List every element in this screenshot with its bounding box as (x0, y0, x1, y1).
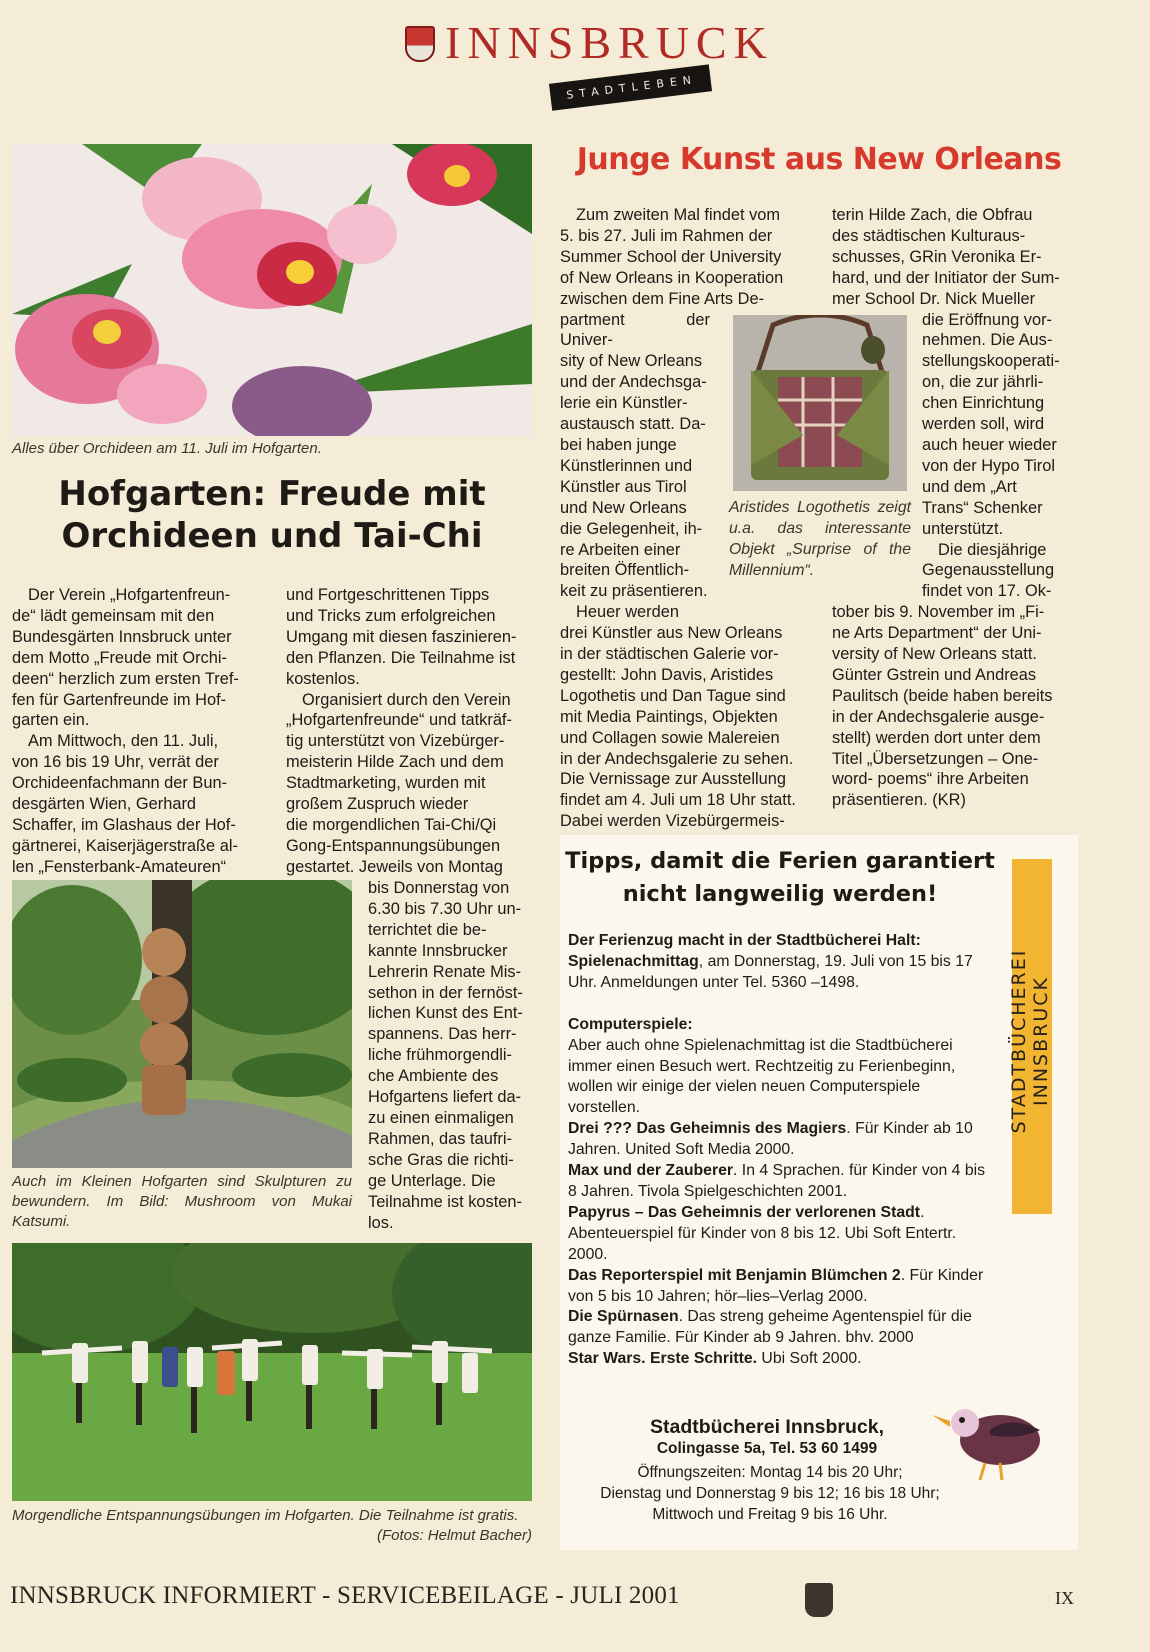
footer-publication: INNSBRUCK INFORMIERT - SERVICEBEILAGE - JULI 2001 (10, 1582, 680, 1609)
taichi-caption-text: Morgendliche Entspannungsübungen im Hofgarten. Die Teilnahme ist gratis. (12, 1507, 519, 1524)
computerspiele-heading: Computerspiele: (568, 1015, 693, 1033)
text-line: Künstlerinnen und (560, 456, 693, 475)
text-line: Heuer werden (576, 603, 679, 622)
spielenachmittag-paragraph (568, 952, 988, 994)
text-line: Dabei werden Vizebürgermeis- (560, 812, 785, 831)
text-line: „Hofgartenfreunde“ und tatkräf- (286, 711, 512, 730)
orchid-image (12, 144, 532, 436)
text-line: de“ lädt gemeinsam mit den (12, 606, 215, 625)
text-line: stellungskooperati- (922, 352, 1060, 371)
text-line: den Pflanzen. Die Teilnahme ist (286, 648, 516, 667)
text-line: unterstützt. (922, 519, 1004, 538)
text-line: Künstler aus Tirol (560, 477, 687, 496)
sculpture-caption: Auch im Kleinen Hofgarten sind Skulpturen zu bewundern. Im Bild: Mushroom von Mukai Katsumi. (12, 1173, 352, 1230)
text-line: in der Andechsgalerie zu sehen. (560, 749, 794, 768)
text-line: ge Unterlage. Die (368, 1171, 496, 1190)
left-headline-line1: Hofgarten: Freude mit (58, 474, 486, 514)
text-line: die morgendlichen Tai-Chi/Qi (286, 815, 497, 834)
game-desc: . Für Kinder von 5 bis 10 Jahren; hör–lies–Verlag 2000. (568, 1266, 984, 1305)
text-line: zwischen dem Fine Arts De- (560, 289, 765, 308)
text-line: Die diesjährige (938, 540, 1047, 559)
text-line: breiten Öffentlich- (560, 561, 690, 580)
tipps-box (560, 835, 1078, 1550)
text-line: Gegenausstellung (922, 561, 1055, 580)
game-title: Max und der Zauberer (568, 1162, 734, 1180)
text-line: präsentieren. (KR) (832, 791, 966, 810)
text-line: zu einen einmaligen (368, 1108, 514, 1127)
text-line: Hofgartens liefert da- (368, 1088, 522, 1107)
library-side-banner-text: STADTBÜCHEREI INNSBRUCK (1008, 948, 1052, 1134)
spielenachmittag-title: Spielenachmittag (568, 952, 699, 970)
text-line: in der Andechsgalerie ausge- (832, 707, 1045, 726)
text-line: und der Andechsga- (560, 373, 707, 392)
game-desc: . Das streng geheime Agentenspiel für die ganze Familie. Für Kinder ab 9 Jahren. bhv. 2000 (568, 1308, 972, 1347)
game-desc: . In 4 Sprachen. für Kinder von 4 bis 8 Jahren. Tivola Spielgeschichten 2001. (568, 1162, 986, 1200)
game-title: Star Wars. Erste Schritte. (568, 1350, 758, 1368)
library-side-banner (1008, 859, 1052, 1214)
page-number: IX (1055, 1588, 1074, 1608)
text-line: on, die zur jährli- (922, 373, 1044, 392)
masthead-tag: STADTLEBEN (549, 64, 712, 110)
text-line: Teilnahme ist kosten- (368, 1192, 522, 1211)
text-line: Die Vernissage zur Ausstellung (560, 770, 786, 789)
text-line: Der Verein „Hofgartenfreun- (28, 586, 231, 604)
text-line: Rahmen, das taufri- (368, 1129, 512, 1148)
game-title: Papyrus – Das Geheimnis der verlorenen Stadt (568, 1203, 921, 1221)
text-line: Logothetis und Dan Tague sind (560, 686, 786, 705)
text-line: partment der Univer- (560, 310, 710, 350)
text-line: keit zu präsentieren. (560, 582, 708, 601)
library-hours (560, 1463, 980, 1526)
footer-crest-icon (805, 1583, 833, 1617)
hours-line: Mittwoch und Freitag 9 bis 16 Uhr. (652, 1505, 888, 1523)
text-line: Umgang mit diesen faszinieren- (286, 627, 517, 646)
text-line: kostenlos. (286, 669, 360, 688)
text-line: Schaffer, im Glashaus der Hof- (12, 815, 236, 834)
game-item (568, 1349, 988, 1370)
text-line: von der Hypo Tirol (922, 456, 1056, 475)
text-line: los. (368, 1213, 394, 1232)
text-line: 5. bis 27. Juli im Rahmen der (560, 226, 773, 245)
game-title: Die Spürnasen (568, 1308, 679, 1326)
text-line: kannte Innsbrucker (368, 941, 508, 960)
hours-line: Öffnungszeiten: Montag 14 bis 20 Uhr; (637, 1464, 903, 1481)
hours-line: Dienstag und Donnerstag 9 bis 12; 16 bis 18 Uhr; (600, 1484, 940, 1502)
tipps-title (560, 845, 1000, 911)
text-line: Zum zweiten Mal findet vom (576, 206, 781, 224)
game-title: Das Reporterspiel mit Benjamin Blümchen 2 (568, 1266, 901, 1284)
text-line: gestartet. Jeweils von Montag (286, 857, 503, 876)
ferienzug-heading (568, 931, 988, 952)
text-line: 6.30 bis 7.30 Uhr un- (368, 899, 522, 918)
text-line: stellt) werden dort unter dem (832, 728, 1041, 747)
text-line: re Arbeiten einer (560, 540, 681, 559)
text-line: chen Einrichtung (922, 394, 1045, 413)
masthead-title: INNSBRUCK (445, 17, 774, 68)
left-headline (12, 473, 532, 557)
text-line: Summer School der University (560, 247, 782, 266)
text-line: lichen Kunst des Ent- (368, 1004, 523, 1023)
game-item (568, 1307, 988, 1349)
orchid-caption: Alles über Orchideen am 11. Juli im Hofgarten. (12, 440, 322, 457)
game-desc: . Abenteuerspiel für Kinder von 8 bis 12. Ubi Soft Entertr. 2000. (568, 1203, 957, 1263)
text-line: in der städtischen Galerie vor- (560, 645, 779, 664)
text-line: und dem „Art (922, 477, 1017, 496)
left-col1-text (12, 585, 258, 878)
right-col2-text (832, 205, 1078, 811)
text-line: tober bis 9. November im „Fi- (832, 603, 1045, 622)
tipps-body (568, 931, 988, 1370)
text-line: werden soll, wird (922, 415, 1045, 434)
game-item (568, 1119, 988, 1161)
left-headline-line2: Orchideen und Tai-Chi (61, 516, 483, 556)
text-line: findet am 4. Juli um 18 Uhr statt. (560, 791, 796, 810)
text-line: Lehrerin Renate Mis- (368, 962, 522, 981)
text-line: Günter Gstrein und Andreas (832, 665, 1037, 684)
game-item (568, 1266, 988, 1308)
text-line: drei Künstler aus New Orleans (560, 624, 783, 643)
text-line: von 16 bis 19 Uhr, verrät der (12, 753, 219, 772)
text-line: Bundesgärten Innsbruck unter (12, 627, 232, 646)
sculpture-image (12, 880, 352, 1168)
photo-credit: (Fotos: Helmut Bacher) (376, 1527, 532, 1544)
text-line: großem Zuspruch wieder (286, 795, 469, 814)
text-line: auch heuer wieder (922, 435, 1057, 454)
text-line: Orchideenfachmann der Bun- (12, 774, 228, 793)
text-line: che Ambiente des (368, 1067, 499, 1086)
text-line: des städtischen Kulturaus- (832, 226, 1026, 245)
text-line: und Collagen sowie Malereien (560, 728, 780, 747)
text-line: hard, und der Initiator der Sum- (832, 268, 1060, 287)
text-line: bei haben junge (560, 435, 677, 454)
text-line: meisterin Hilde Zach und dem (286, 753, 504, 772)
taichi-image (12, 1243, 532, 1501)
text-line: Paulitsch (beide haben bereits (832, 686, 1053, 705)
text-line: nehmen. Die Aus- (922, 331, 1053, 350)
text-line: word- poems“ ihre Arbeiten (832, 770, 1029, 789)
text-line: schusses, GRin Veronika Er- (832, 247, 1042, 266)
bird-illustration-icon (930, 1395, 1050, 1485)
text-line: gestellt: John Davis, Aristides (560, 665, 774, 684)
text-line: terrichtet die be- (368, 920, 487, 939)
ferienzug-title: Der Ferienzug macht in der Stadtbücherei Halt: (568, 932, 921, 949)
text-line: austausch statt. Da- (560, 415, 706, 434)
game-item (568, 1203, 988, 1266)
library-name: Stadtbücherei Innsbruck, (649, 1416, 885, 1438)
game-title: Drei ??? Das Geheimnis des Magiers (568, 1120, 847, 1138)
game-desc: Ubi Soft 2000. (757, 1350, 862, 1368)
text-line: sche Gras die richti- (368, 1150, 514, 1169)
text-line: terin Hilde Zach, die Obfrau (832, 206, 1033, 224)
text-line: dem Motto „Freude mit Orchi- (12, 648, 227, 667)
text-line: bis Donnerstag von (368, 879, 510, 897)
spielenachmittag-text: , am Donnerstag, 19. Juli von 15 bis 17 Uhr. Anmeldungen unter Tel. 5360 –1498. (568, 952, 973, 991)
text-line: versity of New Orleans statt. (832, 645, 1037, 664)
text-line: fen für Gartenfreunde im Hof- (12, 690, 227, 709)
library-address: Colingasse 5a, Tel. 53 60 1499 (656, 1440, 878, 1457)
text-line: tig unterstützt von Vizebürger- (286, 732, 505, 751)
game-item (568, 1161, 988, 1203)
text-line: Titel „Übersetzungen – One- (832, 749, 1039, 768)
artwork-caption: Aristides Logothetis zeigt u.a. das interessante Objekt „Surprise of the Millennium“. (729, 499, 911, 579)
text-line: und Fortgeschrittenen Tipps (286, 586, 490, 604)
text-line: Gong-Entspannungsübungen (286, 836, 501, 855)
right-headline: Junge Kunst aus New Orleans (576, 142, 1062, 177)
text-line: lerie ein Künstler- (560, 394, 688, 413)
text-line: sity of New Orleans (560, 352, 703, 371)
text-line: findet von 17. Ok- (922, 582, 1052, 601)
masthead (405, 14, 774, 106)
text-line: Am Mittwoch, den 11. Juli, (28, 732, 219, 751)
text-line: liche frühmorgendli- (368, 1046, 512, 1065)
text-line: die Eröffnung vor- (922, 310, 1052, 329)
text-line: garten ein. (12, 711, 90, 730)
tipps-title-line1: Tipps, damit die Ferien garantiert (565, 848, 995, 874)
left-col2-text (286, 585, 532, 878)
computerspiele-text: Aber auch ohne Spielenachmittag ist die Stadtbücherei immer einen Besuch wert. Rechtzeitig zu Ferienbeginn, wollen wir einige der vielen neuen Computerspiele vorstellen. (568, 1036, 956, 1117)
taichi-caption (12, 1506, 532, 1546)
text-line: Organisiert durch den Verein (302, 690, 511, 709)
text-line: spannens. Das herr- (368, 1025, 517, 1044)
text-line: und Tricks zum erfolgreichen (286, 606, 496, 625)
text-line: die Gelegenheit, ih- (560, 519, 703, 538)
text-line: mer School Dr. Nick Mueller (832, 289, 1036, 308)
text-line: of New Orleans in Kooperation (560, 268, 784, 287)
text-line: ne Arts Department“ der Uni- (832, 624, 1042, 643)
text-line: Stadtmarketing, wurden mit (286, 774, 486, 793)
text-line: Trans“ Schenker (922, 498, 1043, 517)
text-line: desgärten Wien, Gerhard (12, 795, 197, 814)
tipps-title-line2: nicht langweilig werden! (622, 881, 938, 907)
text-line: len „Fensterbank-Amateuren“ (12, 857, 227, 876)
text-line: deen“ herzlich zum ersten Tref- (12, 669, 239, 688)
left-col2-narrow-text (368, 878, 532, 1233)
city-crest-icon (405, 26, 435, 62)
text-line: und New Orleans (560, 498, 687, 517)
text-line: gärtnerei, Kaiserjägerstraße al- (12, 836, 238, 855)
text-line: sethon in der fernöst- (368, 983, 523, 1002)
text-line: mit Media Paintings, Objekten (560, 707, 778, 726)
game-desc: . Für Kinder ab 10 Jahren. United Soft Media 2000. (568, 1120, 973, 1159)
